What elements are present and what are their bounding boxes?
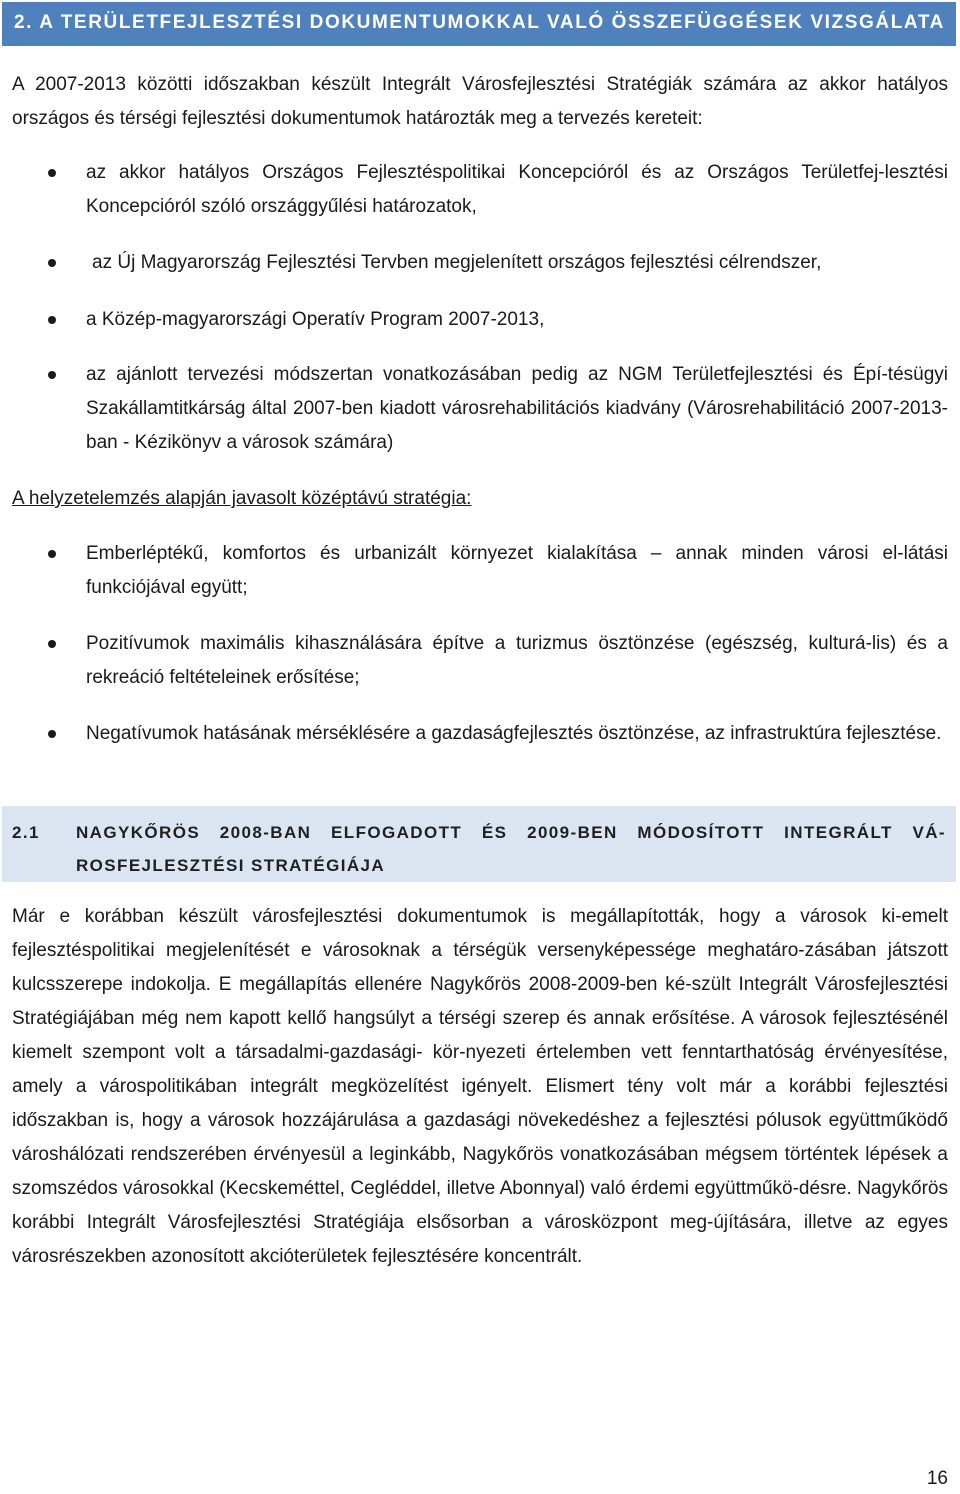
- subsection-title: NAGYKŐRÖS 2008-BAN ELFOGADOTT ÉS 2009-BEN MÓDOSÍTOTT INTEGRÁLT VÁ-ROSFEJLESZTÉSI STRATÉGIÁJA: [76, 823, 946, 875]
- bullet-icon: [48, 550, 56, 558]
- section-heading: 2. A TERÜLETFEJLESZTÉSI DOKUMENTUMOKKAL VALÓ ÖSSZEFÜGGÉSEK VIZSGÁLATA: [2, 2, 956, 46]
- body-paragraph: Már e korábban készült városfejlesztési dokumentumok is megállapították, hogy a városok ki-emelt fejlesztéspolitikai megjelenítését e városoknak a térségük versenyképessége meghatáro-zásában játszott kulcsszerepe indokolja. E megállapítás ellenére Nagykőrös 2008-2009-ben ké-szült Integrált Városfejlesztési Stratégiájában még nem kapott kellő hangsúlyt a térségi szerep és annak erősítése. A városok fejlesztésénél kiemelt szempont volt a társadalmi-gazdasági- kör-nyezeti értelemben vett fenntarthatóság érvényesítése, amely a várospolitikában integrált megközelítést igényelt. Elismert tény volt már a korábbi fejlesztési időszakban is, hogy a városok hozzájárulása a gazdasági növekedéshez a fejlesztési pólusok együttműködő városhálózati rendszerében érvényesül a leginkább, Nagykőrös vonatkozásában mégsem történtek lépések a szomszédos városokkal (Kecskeméttel, Cegléddel, illetve Abonnyal) való érdemi együttműkö-désre. Nagykőrös korábbi Integrált Városfejlesztési Stratégiája elsősorban a városközpont meg-újítására, illetve az egyes városrészekben azonosított akcióterületek fejlesztésére koncentrált.: [12, 906, 948, 1267]
- list-item: Pozitívumok maximális kihasználására építve a turizmus ösztönzése (egészség, kulturá-lis) és a rekreáció feltételeinek erősítése;: [86, 633, 948, 688]
- bullet-icon: [48, 371, 56, 379]
- strategy-heading: A helyzetelemzés alapján javasolt középtávú stratégia:: [12, 488, 472, 509]
- list-item: az ajánlott tervezési módszertan vonatkozásában pedig az NGM Területfejlesztési és Épí-tésügyi Szakállamtitkárság által 2007-ben kiadott városrehabilitációs kiadvány (Városrehabilitáció 2007-2013-ban - Kézikönyv a városok számára): [86, 364, 948, 453]
- bullet-icon: [48, 169, 56, 177]
- list-item: Emberléptékű, komfortos és urbanizált környezet kialakítása – annak minden városi el-látási funkciójával együtt;: [86, 543, 948, 598]
- page-number: 16: [926, 1468, 948, 1489]
- subsection-heading: [2, 806, 956, 882]
- list-item: az Új Magyarország Fejlesztési Tervben megjelenített országos fejlesztési célrendszer,: [92, 252, 822, 273]
- intro-paragraph: A 2007-2013 közötti időszakban készült Integrált Városfejlesztési Stratégiák számára az akkor hatályos országos és térségi fejlesztési dokumentumok határozták meg a tervezés kereteit:: [12, 74, 948, 129]
- bullet-icon: [48, 730, 56, 738]
- bullet-icon: [48, 259, 56, 267]
- list-item: Negatívumok hatásának mérséklésére a gazdaságfejlesztés ösztönzése, az infrastruktúra fejlesztése.: [86, 723, 942, 744]
- bullet-icon: [48, 316, 56, 324]
- list-item: az akkor hatályos Országos Fejlesztéspolitikai Koncepcióról és az Országos Területfej-lesztési Koncepcióról szóló országgyűlési határozatok,: [86, 162, 948, 217]
- list-item: a Közép-magyarországi Operatív Program 2007-2013,: [86, 309, 545, 330]
- bullet-icon: [48, 640, 56, 648]
- subsection-number: 2.1: [12, 823, 40, 842]
